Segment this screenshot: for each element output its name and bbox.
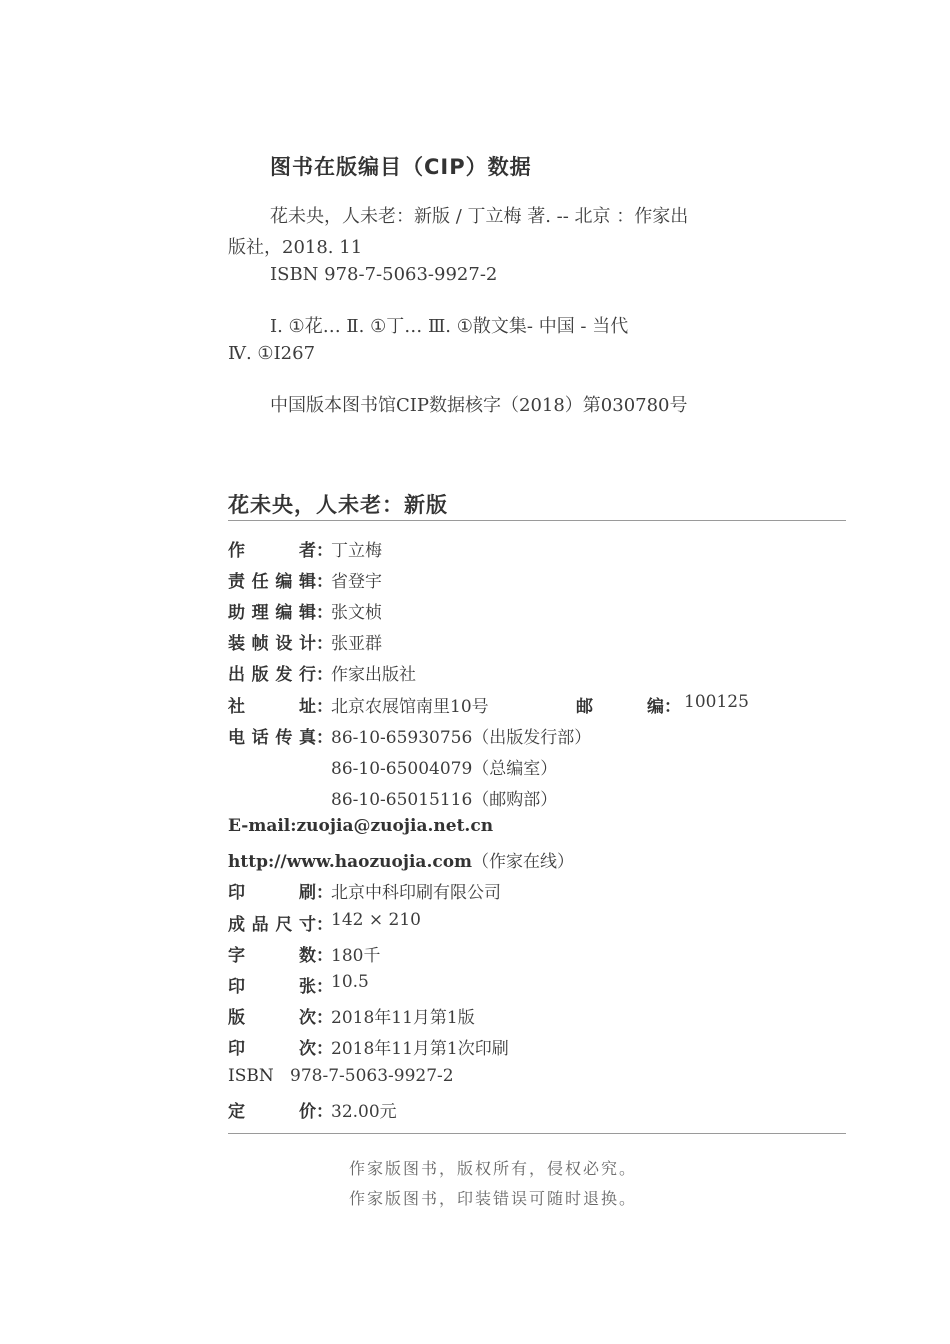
cip-line-5: Ⅳ. ①I267 — [228, 343, 316, 364]
assistant-label: 助理编辑 — [228, 603, 316, 623]
printer-value: 北京中科印刷有限公司 — [331, 883, 501, 903]
author-label: 作者 — [228, 541, 316, 561]
phone-1: 86-10-65930756（出版发行部） — [331, 728, 592, 748]
price-label: 定价 — [228, 1102, 316, 1122]
size-label: 成品尺寸 — [228, 915, 316, 935]
address-value: 北京农展馆南里10号 — [331, 697, 489, 717]
wordcount-value: 180千 — [331, 946, 381, 966]
email-address: E-mail:zuojia@zuojia.net.cn — [228, 816, 494, 836]
phone-label: 电话传真 — [228, 728, 316, 748]
cip-heading: 图书在版编目（CIP）数据 — [270, 155, 532, 179]
printer-row: 印刷： — [228, 878, 333, 903]
design-row: 装帧设计： — [228, 629, 333, 654]
impression-row: 印次： — [228, 1034, 333, 1059]
publisher-row: 出版发行： — [228, 660, 333, 685]
sheets-value: 10.5 — [331, 972, 369, 992]
price-row: 定价： — [228, 1097, 333, 1122]
phone-3: 86-10-65015116（邮购部） — [331, 790, 558, 810]
bottom-divider — [228, 1133, 846, 1134]
impression-value: 2018年11月第1次印刷 — [331, 1039, 509, 1059]
impression-label: 印次 — [228, 1039, 316, 1059]
postcode-label: 邮编 — [576, 697, 664, 717]
design-label: 装帧设计 — [228, 634, 316, 654]
cip-line-2: 版社，2018. 11 — [228, 237, 363, 258]
size-value: 142 × 210 — [331, 910, 421, 930]
editor-row: 责任编辑： — [228, 567, 333, 592]
cip-line-3: ISBN 978-7-5063-9927-2 — [270, 264, 498, 285]
size-row: 成品尺寸： — [228, 910, 333, 935]
wordcount-label: 字数 — [228, 946, 316, 966]
publisher-label: 出版发行 — [228, 665, 316, 685]
edition-label: 版次 — [228, 1008, 316, 1028]
edition-row: 版次： — [228, 1003, 333, 1028]
book-title: 花未央，人未老：新版 — [228, 493, 448, 517]
isbn-label: ISBN — [228, 1066, 274, 1086]
editor-value: 省登宇 — [331, 572, 382, 592]
sheets-row: 印张： — [228, 972, 333, 997]
sheets-label: 印张 — [228, 977, 316, 997]
replacement-notice: 作家版图书，印装错误可随时退换。 — [349, 1189, 638, 1208]
author-row: 作者： — [228, 536, 333, 561]
top-divider — [228, 520, 846, 521]
cip-line-6: 中国版本图书馆CIP数据核字（2018）第030780号 — [270, 395, 688, 416]
edition-value: 2018年11月第1版 — [331, 1008, 475, 1028]
price-value: 32.00元 — [331, 1102, 397, 1122]
isbn-value: 978-7-5063-9927-2 — [290, 1066, 454, 1086]
cip-line-4: Ⅰ. ①花… Ⅱ. ①丁… Ⅲ. ①散文集- 中国 - 当代 — [270, 316, 629, 337]
editor-label: 责任编辑 — [228, 572, 316, 592]
printer-label: 印刷 — [228, 883, 316, 903]
cip-line-1: 花未央，人未老：新版 / 丁立梅 著. -- 北京 ：作家出 — [270, 206, 689, 227]
publisher-value: 作家出版社 — [331, 665, 416, 685]
wordcount-row: 字数： — [228, 941, 333, 966]
phone-row: 电话传真： — [228, 723, 333, 748]
author-value: 丁立梅 — [331, 541, 382, 561]
copyright-notice: 作家版图书，版权所有，侵权必究。 — [349, 1159, 638, 1178]
postcode-row: 邮编： — [576, 692, 681, 717]
assistant-value: 张文桢 — [331, 603, 382, 623]
website-row — [228, 847, 574, 872]
website-url: http://www.haozuojia.com — [228, 852, 473, 872]
postcode-value: 100125 — [684, 692, 749, 712]
phone-2: 86-10-65004079（总编室） — [331, 759, 558, 779]
assistant-row: 助理编辑： — [228, 598, 333, 623]
website-note: （作家在线） — [472, 852, 575, 872]
address-row: 社址： — [228, 692, 333, 717]
design-value: 张亚群 — [331, 634, 382, 654]
address-label: 社址 — [228, 697, 316, 717]
